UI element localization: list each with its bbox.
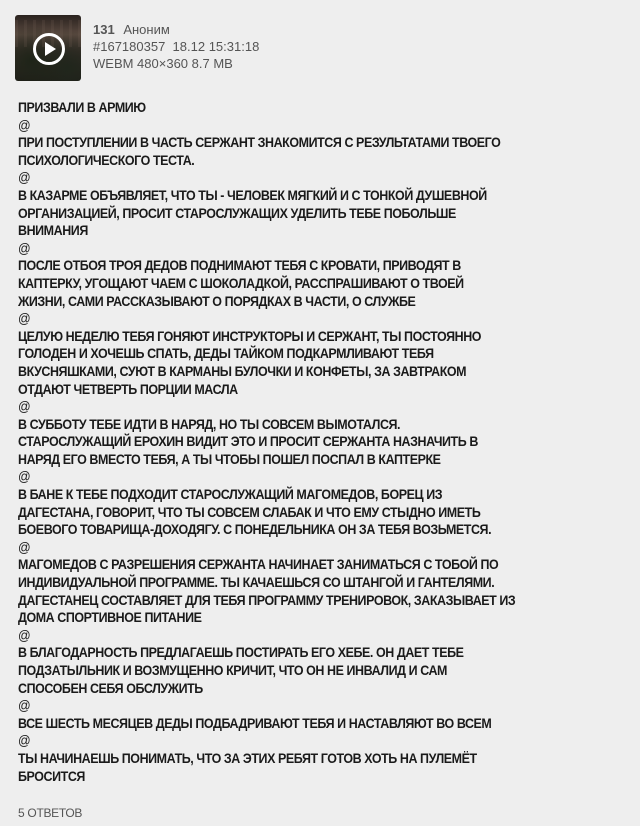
post-text-line: КАПТЕРКУ, УГОЩАЮТ ЧАЕМ С ШОКОЛАДКОЙ, РАССПРАШИВАЮТ О ТВОЕЙ: [18, 275, 464, 291]
post-text-line: ДАГЕСТАНА, ГОВОРИТ, ЧТО ТЫ СОВСЕМ СЛАБАК И ЧТО ЕМУ СТЫДНО ИМЕТЬ: [18, 504, 481, 520]
post-text-line: БРОСИТСЯ: [18, 768, 85, 784]
post-text-line: ИНДИВИДУАЛЬНОЙ ПРОГРАММЕ. ТЫ КАЧАЕШЬСЯ СО ШТАНГОЙ И ГАНТЕЛЯМИ.: [18, 575, 495, 591]
post-text-line: ДОМА СПОРТИВНОЕ ПИТАНИЕ: [18, 610, 202, 626]
separator: @: [18, 539, 31, 555]
separator: @: [18, 240, 31, 256]
post-author: Аноним: [123, 22, 170, 37]
post-text-line: В КАЗАРМЕ ОБЪЯВЛЯЕТ, ЧТО ТЫ - ЧЕЛОВЕК МЯГКИЙ И С ТОНКОЙ ДУШЕВНОЙ: [18, 187, 487, 203]
post-text-line: БОЕВОГО ТОВАРИЩА-ДОХОДЯГУ. С ПОНЕДЕЛЬНИКА ОН ЗА ТЕБЯ ВОЗЬМЕТСЯ.: [18, 522, 492, 538]
post-text-line: ВКУСНЯШКАМИ, СУЮТ В КАРМАНЫ БУЛОЧКИ И КОНФЕТЫ, ЗА ЗАВТРАКОМ: [18, 363, 467, 379]
post-text-line: ПСИХОЛОГИЧЕСКОГО ТЕСТА.: [18, 152, 195, 168]
file-info: WEBM 480×360 8.7 MB: [93, 56, 233, 71]
separator: @: [18, 698, 31, 714]
post-text-line: ОРГАНИЗАЦИЕЙ, ПРОСИТ СТАРОСЛУЖАЩИХ УДЕЛИТЬ ТЕБЕ ПОБОЛЬШЕ: [18, 205, 456, 221]
post-id[interactable]: #167180357: [93, 39, 166, 54]
post-date: 18.12 15:31:18: [172, 39, 260, 54]
post-meta: [93, 21, 259, 72]
separator: @: [18, 399, 31, 415]
post-text-line: В БЛАГОДАРНОСТЬ ПРЕДЛАГАЕШЬ ПОСТИРАТЬ ЕГО ХЕБЕ. ОН ДАЕТ ТЕБЕ: [18, 645, 464, 661]
post-text-line: ГОЛОДЕН И ХОЧЕШЬ СПАТЬ, ДЕДЫ ТАЙКОМ ПОДКАРМЛИВАЮТ ТЕБЯ: [18, 346, 434, 362]
post-text-line: ПОСЛЕ ОТБОЯ ТРОЯ ДЕДОВ ПОДНИМАЮТ ТЕБЯ С КРОВАТИ, ПРИВОДЯТ В: [18, 258, 461, 274]
post-header-row: [93, 21, 259, 38]
separator: @: [18, 469, 31, 485]
video-thumbnail[interactable]: [15, 15, 81, 81]
post-text-line: ВСЕ ШЕСТЬ МЕСЯЦЕВ ДЕДЫ ПОДБАДРИВАЮТ ТЕБЯ И НАСТАВЛЯЮТ ВО ВСЕМ: [18, 715, 492, 731]
post-text-line: ТЫ НАЧИНАЕШЬ ПОНИМАТЬ, ЧТО ЗА ЭТИХ РЕБЯТ ГОТОВ ХОТЬ НА ПУЛЕМЁТ: [18, 750, 477, 766]
post-text-line: ОТДАЮТ ЧЕТВЕРТЬ ПОРЦИИ МАСЛА: [18, 381, 238, 397]
post-number[interactable]: 131: [93, 22, 115, 37]
separator: @: [18, 311, 31, 327]
post-text-line: В БАНЕ К ТЕБЕ ПОДХОДИТ СТАРОСЛУЖАЩИЙ МАГОМЕДОВ, БОРЕЦ ИЗ: [18, 487, 443, 503]
separator: @: [18, 733, 31, 749]
separator: @: [18, 117, 31, 133]
post-text-line: ЖИЗНИ, САМИ РАССКАЗЫВАЮТ О ПОРЯДКАХ В ЧАСТИ, О СЛУЖБЕ: [18, 293, 416, 309]
post-id-row: [93, 38, 259, 55]
separator: @: [18, 170, 31, 186]
post-text-line: СПОСОБЕН СЕБЯ ОБСЛУЖИТЬ: [18, 680, 203, 696]
play-icon: [33, 33, 65, 65]
post-body: [18, 99, 585, 785]
post-text-line: НАРЯД ЕГО ВМЕСТО ТЕБЯ, А ТЫ ЧТОБЫ ПОШЕЛ ПОСПАЛ В КАПТЕРКЕ: [18, 451, 441, 467]
post-text-line: ВНИМАНИЯ: [18, 223, 88, 239]
post-text-line: ПОДЗАТЫЛЬНИК И ВОЗМУЩЕННО КРИЧИТ, ЧТО ОН НЕ ИНВАЛИД И САМ: [18, 663, 448, 678]
post-text-line: МАГОМЕДОВ С РАЗРЕШЕНИЯ СЕРЖАНТА НАЧИНАЕТ ЗАНИМАТЬСЯ С ТОБОЙ ПО: [18, 557, 499, 573]
replies-link[interactable]: 5 ОТВЕТОВ: [18, 806, 83, 820]
post-text-line: ЦЕЛУЮ НЕДЕЛЮ ТЕБЯ ГОНЯЮТ ИНСТРУКТОРЫ И СЕРЖАНТ, ТЫ ПОСТОЯННО: [18, 328, 482, 344]
post-text-line: В СУББОТУ ТЕБЕ ИДТИ В НАРЯД, НО ТЫ СОВСЕМ ВЫМОТАЛСЯ.: [18, 416, 401, 432]
separator: @: [18, 627, 31, 643]
post-text-line: ПРИЗВАЛИ В АРМИЮ: [18, 100, 146, 115]
post-text-line: ПРИ ПОСТУПЛЕНИИ В ЧАСТЬ СЕРЖАНТ ЗНАКОМИТСЯ С РЕЗУЛЬТАТАМИ ТВОЕГО: [18, 135, 501, 151]
post-text-line: ДАГЕСТАНЕЦ СОСТАВЛЯЕТ ДЛЯ ТЕБЯ ПРОГРАММУ ТРЕНИРОВОК, ЗАКАЗЫВАЕТ ИЗ: [18, 592, 516, 608]
post-text-line: СТАРОСЛУЖАЩИЙ ЕРОХИН ВИДИТ ЭТО И ПРОСИТ СЕРЖАНТА НАЗНАЧИТЬ В: [18, 434, 478, 450]
